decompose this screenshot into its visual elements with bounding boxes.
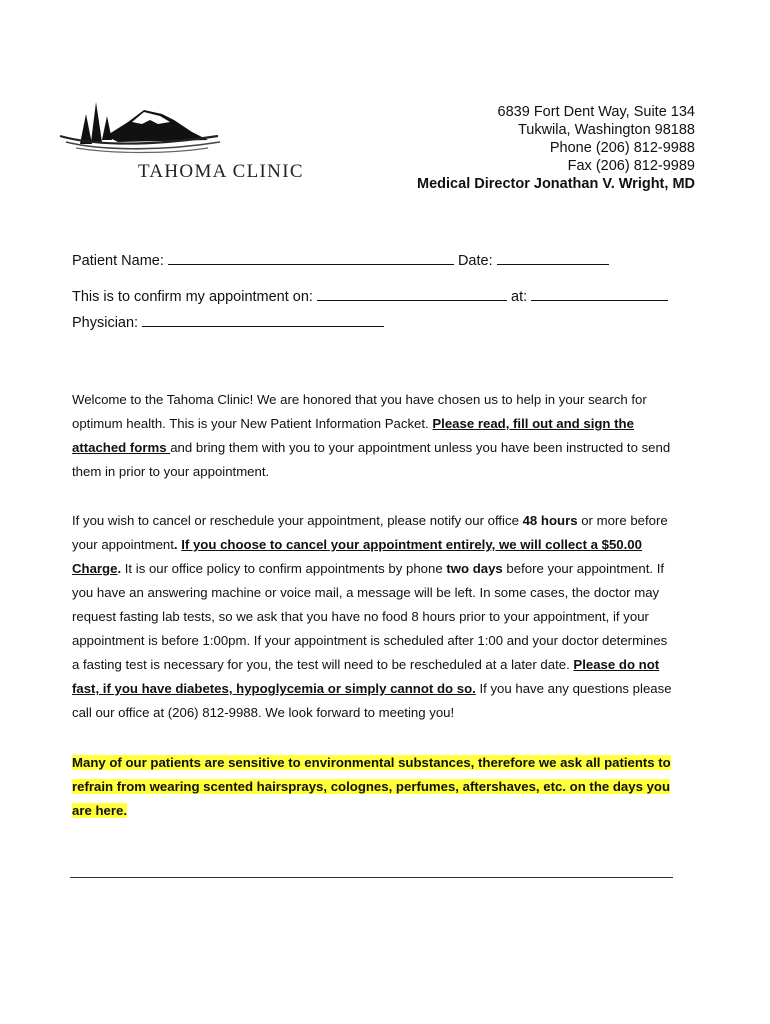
contact-text: If you have any questions please call our office at (206) 812-9988. We look forward to meeting you! — [72, 681, 672, 720]
physician-label: Physician: — [72, 315, 139, 331]
scent-free-notice: Many of our patients are sensitive to environmental substances, therefore we ask all patients to refrain from wearing scented hairsprays, colognes, perfumes, aftershaves, etc. on the days you are here. — [72, 755, 671, 818]
address-line-2: Tukwila, Washington 98188 — [517, 122, 695, 138]
clinic-logo — [58, 92, 320, 184]
hours-notice: 48 hours — [522, 513, 578, 528]
clinic-address-block — [417, 103, 695, 193]
welcome-text-end: and bring them with you to your appointment unless you have been instructed to send them in prior to your appointment. — [72, 440, 671, 479]
fax-number: Fax (206) 812-9989 — [567, 158, 695, 174]
cancel-period: . — [173, 537, 182, 552]
welcome-text: Welcome to the Tahoma Clinic! We are honored that you have chosen us to help in your search for optimum health. This is your New Patient Information Packet. — [72, 392, 647, 431]
address-line-1: 6839 Fort Dent Way, Suite 134 — [497, 104, 695, 120]
physician-field[interactable] — [142, 313, 384, 327]
mountain-logo-icon — [58, 92, 228, 154]
do-not-fast-notice: Please do not fast, if you have diabetes, hypoglycemia or simply cannot do so. — [72, 657, 660, 696]
physician-row — [72, 313, 384, 331]
medical-director: Medical Director Jonathan V. Wright, MD — [417, 176, 695, 192]
scent-paragraph — [72, 751, 672, 823]
patient-name-label: Patient Name: — [72, 253, 164, 269]
appointment-date-field[interactable] — [317, 287, 507, 301]
patient-name-field[interactable] — [168, 251, 454, 265]
phone-number: Phone (206) 812-9988 — [549, 140, 695, 156]
cancellation-paragraph — [72, 509, 672, 725]
cancel-text-1: If you wish to cancel or reschedule your appointment, please notify our office — [72, 513, 523, 528]
footer-divider — [70, 877, 673, 878]
date-label: Date: — [457, 253, 493, 269]
date-field[interactable] — [497, 251, 609, 265]
clinic-name: TAHOMA CLINIC — [138, 161, 304, 182]
welcome-paragraph — [72, 388, 672, 484]
read-sign-notice: Please read, fill out and sign the attached forms — [72, 416, 634, 455]
cancel-charge-notice: If you choose to cancel your appointment entirely, we will collect a $50.00 Charge — [72, 537, 642, 576]
charge-period: . — [117, 561, 122, 576]
fasting-text: before your appointment. If you have an answering machine or voice mail, a message will be left. In some cases, the doctor may request fasting lab tests, so we ask that you have no food 8 hours prior to your appointment, if your appointment is before 1:00pm. If your appointment is scheduled after 1:00 and your doctor determines a fasting test is necessary for you, the test will need to be rescheduled at a later date. — [72, 561, 668, 672]
cancel-text-2: or more before your appointment — [72, 513, 668, 552]
patient-name-row — [72, 251, 609, 269]
appointment-time-field[interactable] — [531, 287, 668, 301]
confirm-label: This is to confirm my appointment on: — [72, 289, 313, 305]
confirm-policy-text: It is our office policy to confirm appointments by phone — [121, 561, 447, 576]
two-days-notice: two days — [446, 561, 503, 576]
appointment-row — [72, 287, 668, 305]
at-label: at: — [511, 289, 528, 305]
